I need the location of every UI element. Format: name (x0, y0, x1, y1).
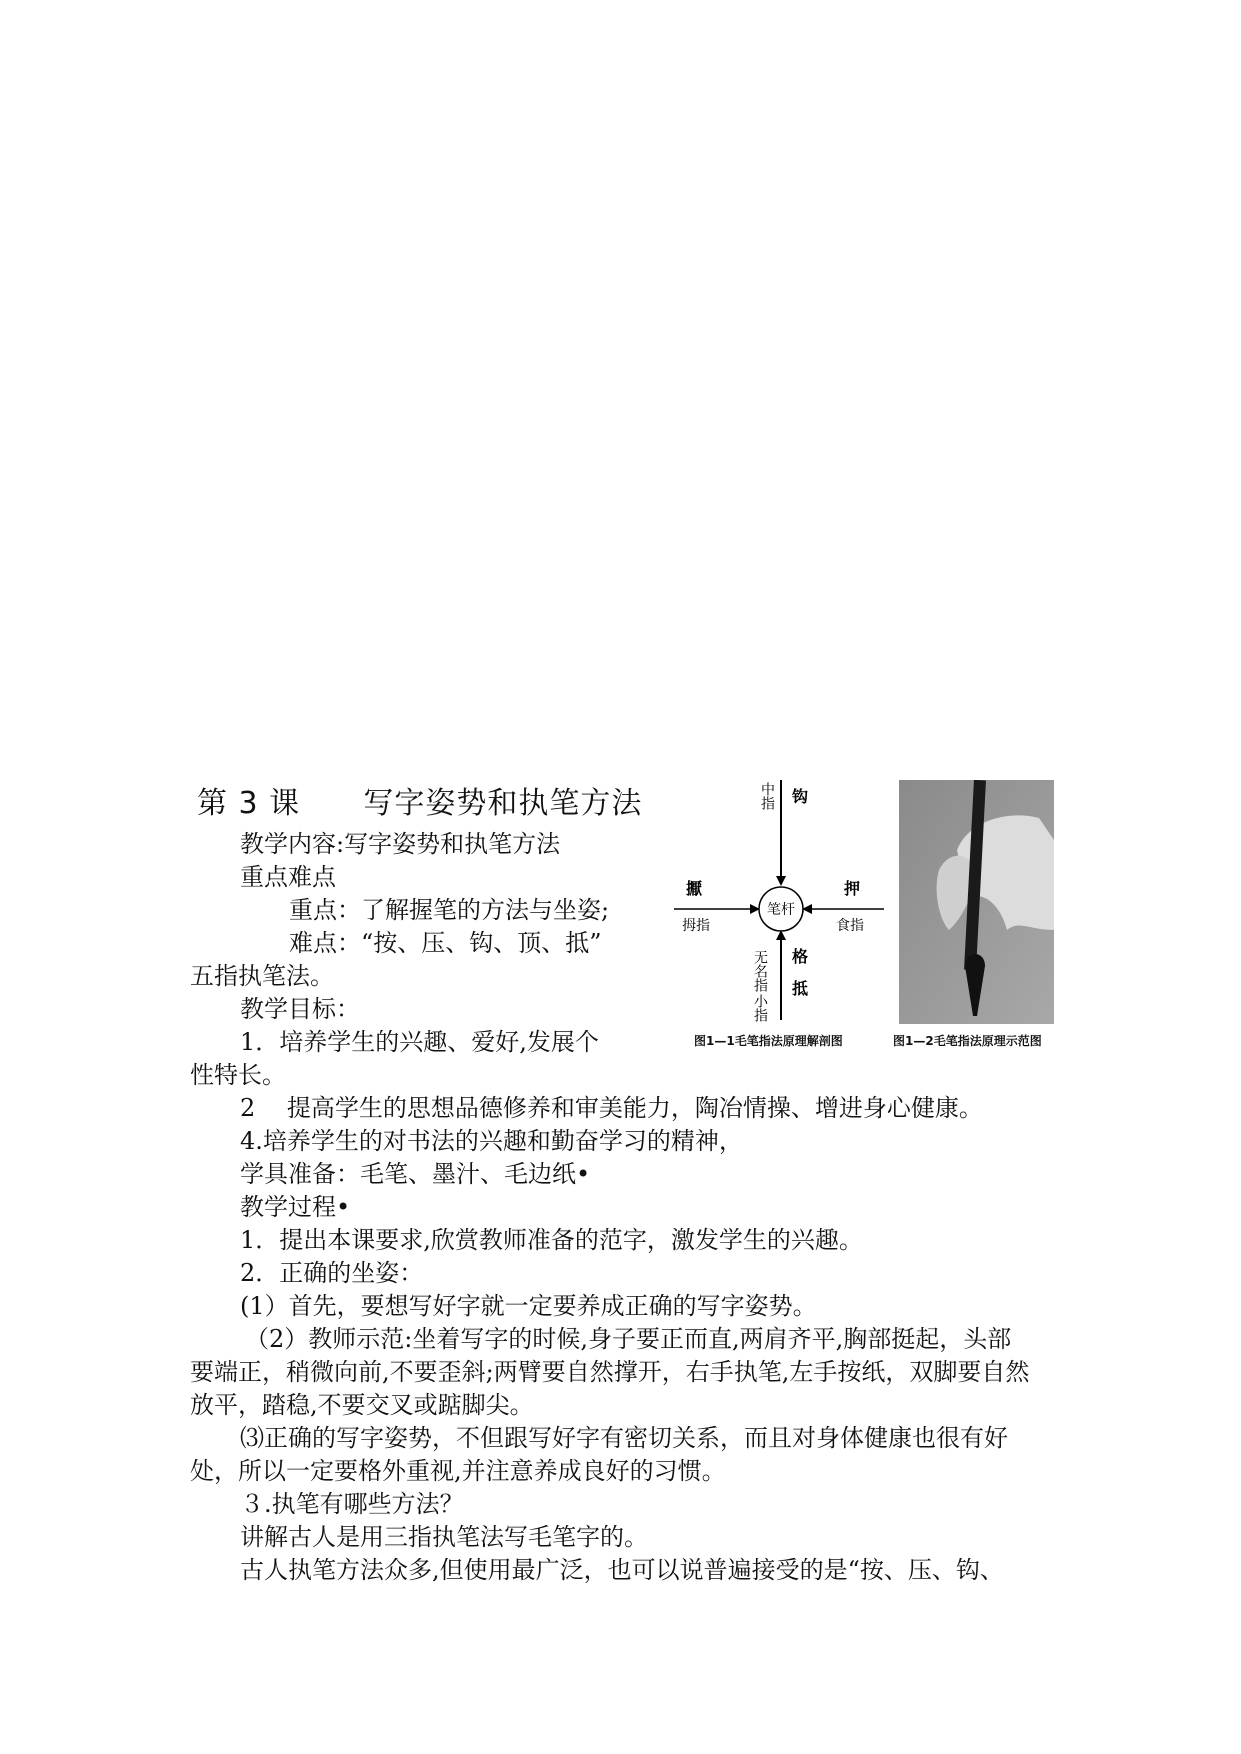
lesson-title (197, 778, 642, 822)
step-2-2-continued-2: 放平，踏稳,不要交叉或踮脚尖。 (190, 1391, 534, 1419)
finger-principle-diagram (668, 772, 890, 1022)
step-2-3: ⑶正确的写字姿势，不但跟写好字有密切关系，而且对身体健康也很有好 (240, 1424, 1008, 1452)
process-heading: 教学过程• (240, 1193, 351, 1221)
bottom-finger-label-b: 小指 (752, 994, 768, 1022)
step-2-1: (1）首先，要想写好字就一定要养成正确的写字姿势。 (240, 1292, 817, 1320)
hand-holding-brush-photo (899, 780, 1054, 1024)
top-finger-label: 中指 (759, 782, 775, 810)
bottom-action-label-b: 抵 (792, 979, 809, 998)
teaching-content: 教学内容:写字姿势和执笔方法 (240, 830, 561, 858)
left-finger-label: 拇指 (682, 918, 710, 934)
step-2-2-continued-1: 要端正，稍微向前,不要歪斜;两臂要自然撑开，右手执笔,左手按纸，双脚要自然 (190, 1358, 1030, 1386)
goal-1: 1．培养学生的兴趣、爱好,发展个 (240, 1028, 599, 1056)
step-3-methods: 古人执笔方法众多,但使用最广泛，也可以说普遍接受的是“按、压、钩、 (240, 1556, 1004, 1584)
step-1: 1．提出本课要求,欣赏教师准备的范字，激发学生的兴趣。 (240, 1226, 863, 1254)
left-action-label: 擫 (686, 879, 703, 898)
top-action-label: 钩 (792, 787, 809, 806)
caption-figure-1-1: 图1—1毛笔指法原理解剖图 (694, 1034, 843, 1048)
step-2-3-continued: 处，所以一定要格外重视,并注意养成良好的习惯。 (190, 1457, 726, 1485)
difficult-point-continued: 五指执笔法。 (190, 962, 334, 990)
step-2: 2．正确的坐姿： (240, 1259, 424, 1287)
bottom-action-label-a: 格 (792, 947, 809, 966)
right-action-label: 押 (844, 879, 861, 898)
difficult-point: 难点：“按、压、钩、顶、抵” (289, 929, 602, 957)
right-finger-label: 食指 (836, 918, 864, 934)
goal-2: 2 提高学生的思想品德修养和审美能力，陶冶情操、增进身心健康。 (240, 1094, 983, 1122)
key-point: 重点：了解握笔的方法与坐姿; (289, 896, 610, 924)
goals-heading: 教学目标： (240, 995, 360, 1023)
goal-4: 4.培养学生的对书法的兴趣和勤奋学习的精神， (240, 1127, 743, 1155)
step-3-explanation: 讲解古人是用三指执笔法写毛笔字的。 (240, 1523, 648, 1551)
lesson-number: 第 3 课 (197, 786, 301, 821)
lesson-subtitle: 写字姿势和执笔方法 (363, 786, 643, 821)
tools-prep: 学具准备：毛笔、墨汁、毛边纸• (240, 1160, 591, 1188)
key-points-heading: 重点难点 (240, 863, 336, 891)
brush-hand-illustration (899, 780, 1054, 1024)
step-3: ３.执笔有哪些方法？ (240, 1490, 464, 1518)
top-arrow-head (776, 876, 786, 886)
center-label: 笔杆 (767, 902, 795, 918)
brush-grip-figure (668, 772, 1060, 1060)
goal-1-continued: 性特长。 (190, 1061, 286, 1089)
step-2-2: （2）教师示范:坐着写字的时候,身子要正而直,两肩齐平,胸部挺起，头部 (245, 1325, 1012, 1353)
caption-figure-1-2: 图1—2毛笔指法原理示范图 (893, 1034, 1042, 1048)
bottom-finger-label-a: 无名指 (752, 950, 768, 992)
